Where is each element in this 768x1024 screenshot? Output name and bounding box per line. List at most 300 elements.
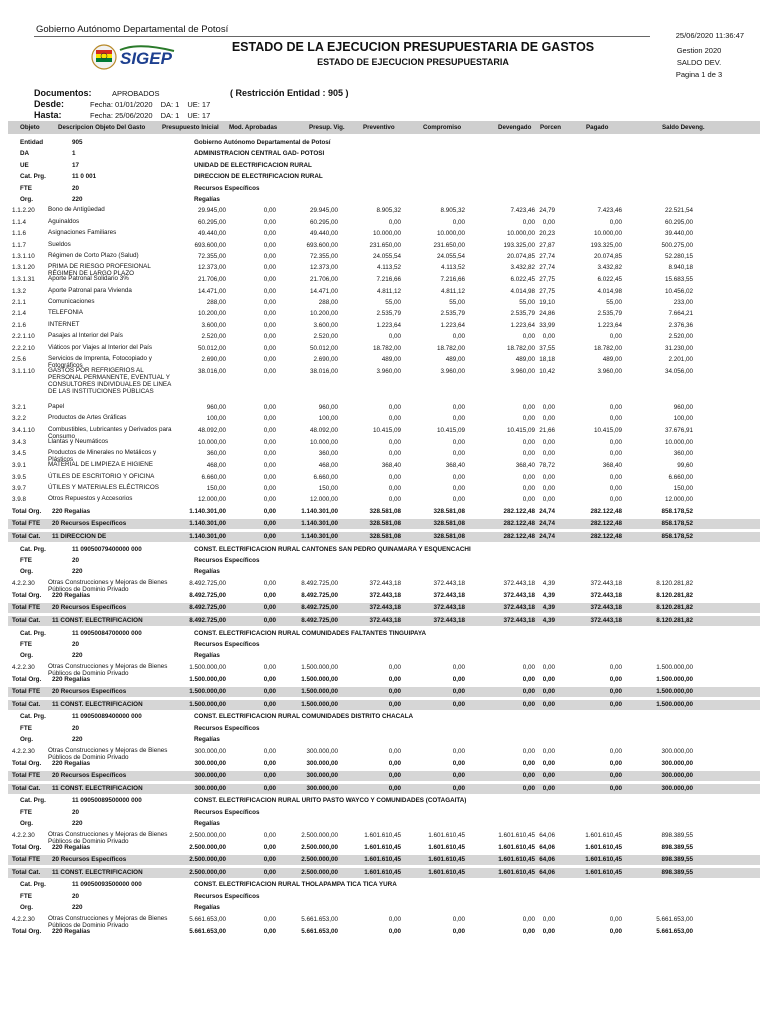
amount-cell: 37.676,91 [664, 426, 693, 434]
section-code: 11 09050089500000 000 [72, 797, 142, 805]
amount-cell: 2.535,79 [376, 310, 401, 318]
objeto-code: 1.1.2.20 [12, 207, 35, 215]
amount-cell: 8.940,18 [668, 264, 693, 272]
amount-cell: 7.423,46 [597, 207, 622, 215]
section-code: 20 [72, 892, 80, 900]
total-amount-cell: 0,00 [388, 700, 401, 708]
amount-cell: 4.113,52 [440, 264, 465, 272]
table-row [8, 218, 760, 229]
section-description: ADMINISTRACION CENTRAL GAD- POTOSI [194, 150, 325, 158]
total-key: 220 Regalías [52, 759, 91, 767]
amount-cell: 0,00 [542, 404, 555, 412]
amount-cell: 0,00 [263, 462, 276, 470]
total-amount-cell: 0,00 [263, 507, 276, 515]
total-amount-cell: 2.500.000,00 [301, 843, 338, 851]
amount-cell: 1.223,64 [597, 321, 622, 329]
amount-cell: 0,00 [542, 218, 555, 226]
amount-cell: 4,39 [542, 579, 555, 587]
amount-cell: 0,00 [263, 579, 276, 587]
total-amount-cell: 300.000,00 [661, 772, 693, 780]
objeto-description: Combustibles, Lubricantes y Derivados para Consumo [48, 425, 172, 440]
total-amount-cell: 0,00 [263, 856, 276, 864]
amount-cell: 50.012,00 [309, 344, 338, 352]
total-amount-cell: 2.500.000,00 [301, 868, 338, 876]
amount-cell: 0,00 [263, 230, 276, 238]
total-amount-cell: 64,06 [539, 868, 555, 876]
table-row [8, 332, 760, 343]
total-amount-cell: 1.601.610,45 [498, 843, 535, 851]
total-label: Total FTE [12, 772, 41, 780]
total-row [8, 532, 760, 542]
org-name: Gobierno Autónomo Departamental de Potosí [36, 24, 229, 35]
total-label: Total Cat. [12, 784, 41, 792]
objeto-description: Asignaciones Familiares [48, 229, 117, 237]
amount-cell: 360,00 [673, 450, 693, 458]
col-porcen: Porcen [540, 124, 561, 131]
objeto-description: Aguinaldos [48, 217, 80, 225]
total-amount-cell: 372.443,18 [503, 591, 535, 599]
amount-cell: 0,00 [263, 241, 276, 249]
total-label: Total Cat. [12, 616, 41, 624]
total-amount-cell: 0,00 [609, 675, 622, 683]
amount-cell: 8.492.725,00 [301, 579, 338, 587]
section-key: Cat. Prg. [20, 173, 46, 181]
amount-cell: 64,06 [539, 831, 555, 839]
section-code: 220 [72, 736, 83, 744]
total-row [8, 616, 760, 626]
amount-cell: 0,00 [452, 496, 465, 504]
amount-cell: 193.325,00 [590, 241, 622, 249]
amount-cell: 24.055,54 [372, 252, 401, 260]
amount-cell: 0,00 [609, 404, 622, 412]
section-code: 11 09050093500000 000 [72, 881, 142, 889]
section-header-row [8, 567, 760, 578]
total-key: 220 Regalías [52, 591, 91, 599]
total-amount-cell: 1.500.000,00 [656, 675, 693, 683]
amount-cell: 0,00 [388, 218, 401, 226]
amount-cell: 0,00 [542, 450, 555, 458]
total-key: 11 CONST. ELECTRIFICACION [52, 700, 143, 708]
amount-cell: 2.500.000,00 [189, 831, 226, 839]
total-amount-cell: 24,74 [539, 520, 555, 528]
amount-cell: 3.960,00 [376, 368, 401, 376]
amount-cell: 7.664,21 [668, 310, 693, 318]
amount-cell: 0,00 [263, 344, 276, 352]
objeto-code: 1.3.2 [12, 287, 27, 295]
amount-cell: 33,99 [539, 321, 555, 329]
section-description: Regalías [194, 904, 220, 912]
total-amount-cell: 1.500.000,00 [189, 700, 226, 708]
total-amount-cell: 328.581,08 [369, 532, 401, 540]
total-amount-cell: 372.443,18 [590, 616, 622, 624]
amount-cell: 489,00 [515, 356, 535, 364]
total-row [8, 603, 760, 613]
total-key: 220 Regalías [52, 927, 91, 935]
total-amount-cell: 0,00 [388, 688, 401, 696]
total-amount-cell: 1.140.301,00 [189, 507, 226, 515]
amount-cell: 0,00 [263, 368, 276, 376]
objeto-code: 1.3.1.20 [12, 264, 35, 272]
amount-cell: 48.092,00 [197, 426, 226, 434]
amount-cell: 5.661.653,00 [301, 915, 338, 923]
section-key: FTE [20, 808, 32, 816]
total-amount-cell: 1.601.610,45 [364, 868, 401, 876]
amount-cell: 288,00 [206, 299, 226, 307]
objeto-description: Papel [48, 403, 65, 411]
total-amount-cell: 898.389,55 [661, 856, 693, 864]
total-amount-cell: 4,39 [542, 616, 555, 624]
amount-cell: 0,00 [452, 404, 465, 412]
amount-cell: 20.074,85 [593, 252, 622, 260]
objeto-code: 3.2.1 [12, 404, 27, 412]
total-amount-cell: 1.140.301,00 [301, 507, 338, 515]
amount-cell: 0,00 [388, 415, 401, 423]
objeto-description: PRIMA DE RIESGO PROFESIONAL RÉGIMEN DE LARGO PLAZO [48, 263, 151, 278]
total-label: Total Cat. [12, 532, 41, 540]
total-amount-cell: 8.492.725,00 [189, 591, 226, 599]
total-amount-cell: 0,00 [542, 784, 555, 792]
total-amount-cell: 0,00 [388, 675, 401, 683]
total-amount-cell: 300.000,00 [194, 759, 226, 767]
objeto-code: 3.4.5 [12, 450, 27, 458]
amount-cell: 0,00 [542, 496, 555, 504]
gestion: Gestion 2020 [676, 46, 722, 55]
amount-cell: 0,00 [263, 496, 276, 504]
section-header-row [8, 712, 760, 723]
total-amount-cell: 300.000,00 [306, 772, 338, 780]
amount-cell: 0,00 [452, 218, 465, 226]
total-amount-cell: 0,00 [452, 688, 465, 696]
section-header-row [8, 195, 760, 206]
amount-cell: 8.492.725,00 [189, 579, 226, 587]
amount-cell: 0,00 [388, 496, 401, 504]
amount-cell: 4.811,12 [376, 287, 401, 295]
total-amount-cell: 2.500.000,00 [189, 843, 226, 851]
amount-cell: 233,00 [673, 299, 693, 307]
amount-cell: 2.500.000,00 [301, 831, 338, 839]
amount-cell: 372.443,18 [503, 579, 535, 587]
amount-cell: 489,00 [445, 356, 465, 364]
table-row [8, 473, 760, 484]
total-amount-cell: 8.492.725,00 [301, 604, 338, 612]
amount-cell: 2.690,00 [313, 356, 338, 364]
total-amount-cell: 372.443,18 [590, 591, 622, 599]
amount-cell: 0,00 [452, 438, 465, 446]
amount-cell: 21.706,00 [197, 276, 226, 284]
amount-cell: 0,00 [263, 333, 276, 341]
amount-cell: 3.960,00 [597, 368, 622, 376]
amount-cell: 0,00 [263, 831, 276, 839]
amount-cell: 150,00 [206, 484, 226, 492]
section-description: Regalías [194, 652, 220, 660]
objeto-code: 2.1.6 [12, 321, 27, 329]
amount-cell: 55,00 [449, 299, 465, 307]
amount-cell: 0,00 [609, 415, 622, 423]
amount-cell: 6.022,45 [597, 276, 622, 284]
amount-cell: 18.782,00 [372, 344, 401, 352]
amount-cell: 49.440,00 [197, 230, 226, 238]
objeto-code: 1.1.6 [12, 230, 27, 238]
section-header-row [8, 138, 760, 149]
amount-cell: 0,00 [609, 333, 622, 341]
total-amount-cell: 8.120.281,82 [656, 604, 693, 612]
total-amount-cell: 0,00 [452, 772, 465, 780]
total-amount-cell: 372.443,18 [503, 616, 535, 624]
amount-cell: 0,00 [452, 450, 465, 458]
objeto-code: 1.1.4 [12, 218, 27, 226]
amount-cell: 24.055,54 [436, 252, 465, 260]
total-label: Total Org. [12, 591, 42, 599]
amount-cell: 2.201,00 [668, 356, 693, 364]
amount-cell: 0,00 [452, 333, 465, 341]
total-key: 220 Regalías [52, 507, 91, 515]
saldo-label: SALDO DEV. [676, 58, 722, 67]
amount-cell: 0,00 [452, 747, 465, 755]
total-amount-cell: 0,00 [542, 700, 555, 708]
amount-cell: 150,00 [318, 484, 338, 492]
objeto-code: 4.2.2.30 [12, 747, 35, 755]
section-header-row [8, 161, 760, 172]
total-amount-cell: 2.500.000,00 [189, 856, 226, 864]
amount-cell: 960,00 [673, 404, 693, 412]
amount-cell: 0,00 [609, 496, 622, 504]
total-amount-cell: 0,00 [388, 772, 401, 780]
amount-cell: 0,00 [388, 438, 401, 446]
objeto-code: 2.5.6 [12, 356, 27, 364]
objeto-code: 2.1.1 [12, 299, 27, 307]
col-preventivo: Preventivo [363, 124, 395, 131]
total-amount-cell: 0,00 [522, 784, 535, 792]
amount-cell: 18.782,00 [506, 344, 535, 352]
section-description: Gobierno Autónomo Departamental de Potosí [194, 139, 331, 146]
amount-cell: 0,00 [522, 484, 535, 492]
table-row [8, 495, 760, 506]
amount-cell: 368,40 [381, 462, 401, 470]
objeto-description: Servicios de Imprenta, Fotocopiado y Fotográficos [48, 355, 152, 370]
org-total-row [8, 927, 760, 937]
amount-cell: 72.355,00 [197, 252, 226, 260]
amount-cell: 20,23 [539, 230, 555, 238]
org-total-row [8, 507, 760, 517]
table-row [8, 831, 760, 843]
bolivia-seal-icon [92, 45, 116, 69]
report-table [8, 138, 760, 937]
amount-cell: 0,00 [263, 287, 276, 295]
objeto-code: 4.2.2.30 [12, 663, 35, 671]
amount-cell: 288,00 [318, 299, 338, 307]
total-amount-cell: 1.601.610,45 [364, 856, 401, 864]
section-key: Org. [20, 652, 33, 660]
total-amount-cell: 1.500.000,00 [301, 675, 338, 683]
amount-cell: 2.690,00 [201, 356, 226, 364]
total-label: Total Org. [12, 507, 42, 515]
amount-cell: 360,00 [318, 450, 338, 458]
amount-cell: 693.600,00 [194, 241, 226, 249]
table-row [8, 484, 760, 495]
total-label: Total FTE [12, 520, 41, 528]
documentos-row [34, 88, 168, 98]
section-key: Cat. Prg. [20, 545, 46, 553]
section-description: Recursos Específicos [194, 640, 260, 648]
amount-cell: 55,00 [519, 299, 535, 307]
amount-cell: 0,00 [263, 356, 276, 364]
total-amount-cell: 0,00 [263, 520, 276, 528]
amount-cell: 10.000,00 [506, 230, 535, 238]
section-header-row [8, 735, 760, 746]
section-description: Recursos Específicos [194, 556, 260, 564]
total-amount-cell: 5.661.653,00 [301, 927, 338, 935]
objeto-code: 1.1.7 [12, 241, 27, 249]
table-row [8, 344, 760, 355]
amount-cell: 7.216,66 [376, 276, 401, 284]
objeto-code: 2.2.1.10 [12, 333, 35, 341]
total-amount-cell: 0,00 [263, 604, 276, 612]
amount-cell: 231.650,00 [433, 241, 465, 249]
col-presupuesto-inicial: Presupuesto Inicial [162, 124, 219, 131]
objeto-description: Otras Construcciones y Mejoras de Bienes Públicos de Dominio Privado [48, 914, 168, 929]
amount-cell: 0,00 [388, 333, 401, 341]
col-saldo-deveng: Saldo Deveng. [662, 124, 705, 131]
amount-cell: 10.000,00 [664, 438, 693, 446]
amount-cell: 0,00 [263, 415, 276, 423]
total-amount-cell: 2.500.000,00 [189, 868, 226, 876]
amount-cell: 60.295,00 [664, 218, 693, 226]
section-header-row [8, 880, 760, 891]
total-amount-cell: 0,00 [542, 688, 555, 696]
total-amount-cell: 282.122,48 [590, 532, 622, 540]
total-amount-cell: 328.581,08 [433, 532, 465, 540]
table-row [8, 321, 760, 332]
amount-cell: 468,00 [206, 462, 226, 470]
amount-cell: 0,00 [263, 426, 276, 434]
total-amount-cell: 282.122,48 [503, 520, 535, 528]
amount-cell: 60.295,00 [309, 218, 338, 226]
total-amount-cell: 0,00 [452, 700, 465, 708]
amount-cell: 0,00 [542, 915, 555, 923]
total-amount-cell: 372.443,18 [503, 604, 535, 612]
sigep-logo [90, 42, 180, 72]
amount-cell: 10,42 [539, 368, 555, 376]
amount-cell: 24,79 [539, 207, 555, 215]
amount-cell: 1.601.610,45 [585, 831, 622, 839]
total-amount-cell: 0,00 [609, 784, 622, 792]
amount-cell: 0,00 [522, 496, 535, 504]
total-amount-cell: 1.601.610,45 [364, 843, 401, 851]
total-amount-cell: 1.140.301,00 [189, 520, 226, 528]
table-row [8, 275, 760, 286]
table-row [8, 403, 760, 414]
objeto-code: 1.3.1.10 [12, 252, 35, 260]
total-amount-cell: 0,00 [263, 868, 276, 876]
section-header-row [8, 556, 760, 567]
section-key: Org. [20, 820, 33, 828]
amount-cell: 19,10 [539, 299, 555, 307]
amount-cell: 6.660,00 [313, 473, 338, 481]
objeto-description: GASTOS POR REFRIGERIOS AL PERSONAL PERMANENTE, EVENTUAL Y CONSULTORES INDIVIDUALES DE LINEA DE LAS INSTITUCIONES PÚBLICAS [48, 367, 171, 396]
objeto-code: 3.2.2 [12, 415, 27, 423]
amount-cell: 2.535,79 [440, 310, 465, 318]
amount-cell: 6.660,00 [201, 473, 226, 481]
section-header-row [8, 545, 760, 556]
objeto-description: Viáticos por Viajes al Interior del País [48, 343, 153, 351]
table-row [8, 252, 760, 263]
amount-cell: 489,00 [602, 356, 622, 364]
amount-cell: 1.500.000,00 [656, 663, 693, 671]
hasta-row [34, 110, 218, 120]
section-header-row [8, 651, 760, 662]
col-compromiso: Compromiso [423, 124, 462, 131]
amount-cell: 7.216,66 [440, 276, 465, 284]
total-amount-cell: 300.000,00 [306, 759, 338, 767]
amount-cell: 0,00 [263, 264, 276, 272]
amount-cell: 0,00 [263, 310, 276, 318]
table-row [8, 309, 760, 320]
total-amount-cell: 2.500.000,00 [301, 856, 338, 864]
amount-cell: 0,00 [522, 333, 535, 341]
amount-cell: 14.471,00 [197, 287, 226, 295]
col-presup-vig: Presup. Vig. [309, 124, 345, 131]
table-row [8, 367, 760, 403]
total-label: Total FTE [12, 604, 41, 612]
total-amount-cell: 1.140.301,00 [301, 520, 338, 528]
amount-cell: 0,00 [263, 663, 276, 671]
objeto-description: Otras Construcciones y Mejoras de Bienes Públicos de Dominio Privado [48, 830, 168, 845]
amount-cell: 372.443,18 [369, 579, 401, 587]
section-description: Regalías [194, 195, 220, 203]
amount-cell: 3.960,00 [440, 368, 465, 376]
total-amount-cell: 0,00 [452, 927, 465, 935]
total-amount-cell: 0,00 [542, 675, 555, 683]
hasta-fecha: Fecha: 25/06/2020 [90, 111, 153, 120]
table-row [8, 241, 760, 252]
total-amount-cell: 1.601.610,45 [428, 843, 465, 851]
total-amount-cell: 372.443,18 [369, 604, 401, 612]
section-key: Org. [20, 736, 33, 744]
total-label: Total Cat. [12, 700, 41, 708]
section-description: Recursos Específicos [194, 808, 260, 816]
section-code: 20 [72, 640, 80, 648]
objeto-description: ÚTILES DE ESCRITORIO Y OFICINA [48, 472, 155, 480]
objeto-description: INTERNET [48, 320, 80, 328]
total-amount-cell: 4,39 [542, 604, 555, 612]
total-amount-cell: 4,39 [542, 591, 555, 599]
amount-cell: 4.811,12 [440, 287, 465, 295]
total-amount-cell: 0,00 [522, 688, 535, 696]
objeto-description: Productos de Artes Gráficas [48, 414, 127, 422]
amount-cell: 4.113,52 [376, 264, 401, 272]
amount-cell: 0,00 [542, 415, 555, 423]
amount-cell: 0,00 [452, 484, 465, 492]
amount-cell: 2.535,79 [597, 310, 622, 318]
total-key: 20 Recursos Específicos [52, 604, 127, 612]
amount-cell: 29.945,00 [309, 207, 338, 215]
amount-cell: 24,86 [539, 310, 555, 318]
amount-cell: 12.000,00 [309, 496, 338, 504]
logo-text: SIGEP [120, 49, 172, 68]
section-code: 220 [72, 652, 83, 660]
amount-cell: 2.520,00 [668, 333, 693, 341]
total-amount-cell: 0,00 [609, 759, 622, 767]
total-amount-cell: 282.122,48 [590, 507, 622, 515]
org-total-row [8, 843, 760, 853]
amount-cell: 300.000,00 [661, 747, 693, 755]
total-amount-cell: 0,00 [263, 784, 276, 792]
section-code: 20 [72, 808, 80, 816]
total-amount-cell: 8.492.725,00 [301, 591, 338, 599]
desde-ue: UE: 17 [187, 100, 211, 109]
total-amount-cell: 300.000,00 [661, 784, 693, 792]
section-description: UNIDAD DE ELECTRIFICACION RURAL [194, 161, 312, 169]
